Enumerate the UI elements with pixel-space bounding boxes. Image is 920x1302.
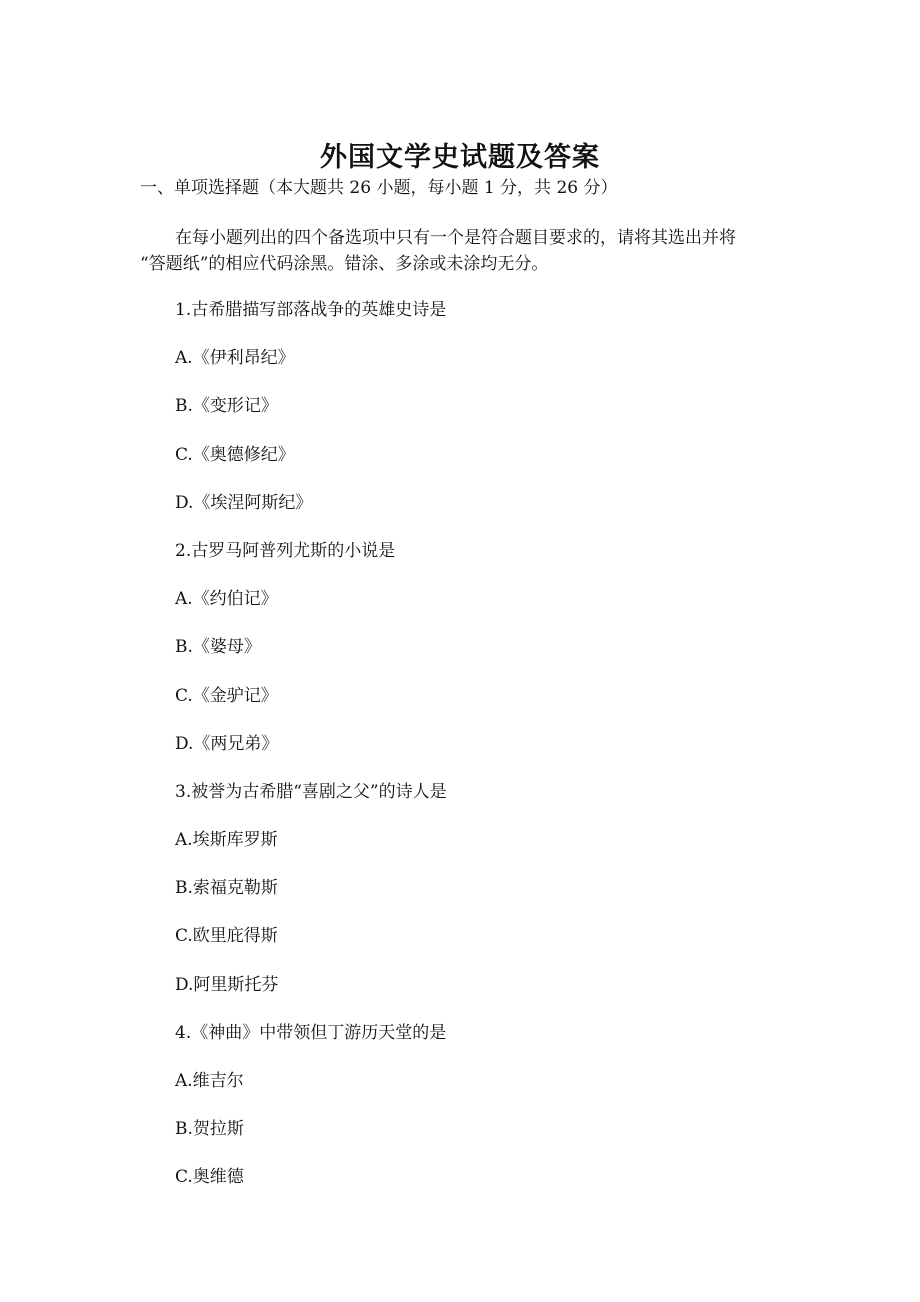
option-4a: A.维吉尔 xyxy=(175,1071,244,1091)
question-list xyxy=(175,297,447,1213)
option-3d: D.阿里斯托芬 xyxy=(175,974,279,995)
option-1b: B.《变形记》 xyxy=(175,396,278,417)
option-3a: A.埃斯库罗斯 xyxy=(175,830,278,851)
option-4b: B.贺拉斯 xyxy=(175,1119,244,1140)
option-2c: C.《金驴记》 xyxy=(175,685,278,706)
question-3: 3.被誉为古希腊“喜剧之父”的诗人是 xyxy=(175,781,447,802)
option-1c: C.《奥德修纪》 xyxy=(175,444,295,465)
option-3c: C.欧里庇得斯 xyxy=(175,926,278,947)
option-1d: D.《埃涅阿斯纪》 xyxy=(175,492,313,513)
question-2: 2.古罗马阿普列尤斯的小说是 xyxy=(175,540,396,561)
option-4c: C.奥维德 xyxy=(175,1167,244,1188)
instructions-line-2: “答题纸”的相应代码涂黑。错涂、多涂或未涂均无分。 xyxy=(140,254,549,274)
option-2d: D.《两兄弟》 xyxy=(175,733,279,754)
document-title: 外国文学史试题及答案 xyxy=(320,142,600,173)
section-heading: 一、单项选择题（本大题共 26 小题，每小题 1 分，共 26 分） xyxy=(140,178,618,198)
option-2a: A.《约伯记》 xyxy=(175,589,278,610)
question-1: 1.古希腊描写部落战争的英雄史诗是 xyxy=(175,300,447,320)
option-1a: A.《伊利昂纪》 xyxy=(175,348,295,369)
option-2b: B.《婆母》 xyxy=(175,637,261,658)
instructions-line-1: 在每小题列出的四个备选项中只有一个是符合题目要求的，请将其选出并将 xyxy=(175,228,736,248)
question-4: 4.《神曲》中带领但丁游历天堂的是 xyxy=(175,1022,447,1043)
option-3b: B.索福克勒斯 xyxy=(175,878,278,899)
